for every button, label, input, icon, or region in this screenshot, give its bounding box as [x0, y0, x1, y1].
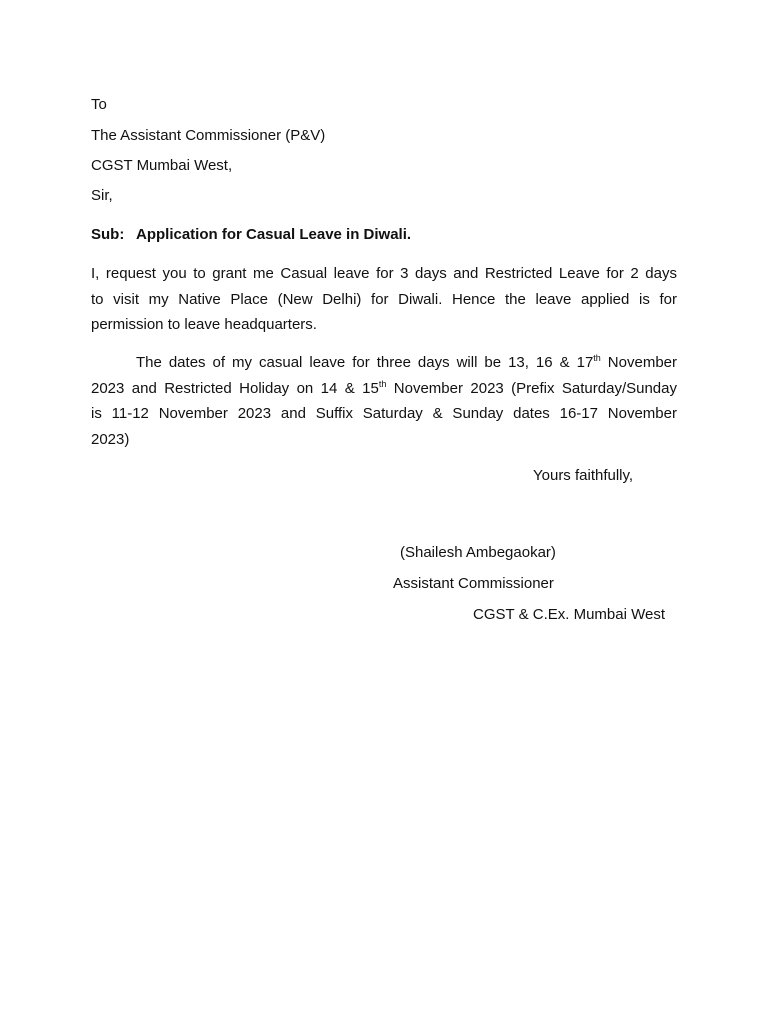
paragraph-line: to visit my Native Place (New Delhi) for Diwali. Hence the leave applied is for: [91, 290, 677, 308]
ordinal-suffix: th: [593, 353, 601, 363]
closing: Yours faithfully,: [533, 467, 634, 484]
paragraph-line: [91, 350, 677, 376]
dates-text: The dates of my casual leave for three days will be 13, 16 & 17: [136, 354, 594, 371]
paragraph-line: I, request you to grant me Casual leave for 3 days and Restricted Leave for 2 days: [91, 265, 677, 282]
signatory-office: CGST & C.Ex. Mumbai West: [473, 606, 665, 623]
address-line-recipient: The Assistant Commissioner (P&V): [91, 127, 326, 144]
subject-label: Sub:: [91, 226, 125, 243]
paragraph-line: is 11-12 November 2023 and Suffix Saturday & Sunday dates 16-17 November: [91, 405, 677, 422]
paragraph-line: 2023): [91, 430, 130, 448]
subject-line: [91, 225, 411, 245]
paragraph-line: [91, 376, 677, 402]
address-to: To: [91, 96, 107, 113]
dates-text: November 2023 (Prefix Saturday/Sunday: [386, 379, 677, 397]
paragraph-line: permission to leave headquarters.: [91, 316, 317, 333]
body-paragraph-request: [91, 261, 677, 338]
signatory-title: Assistant Commissioner: [393, 575, 554, 592]
address-line-office: CGST Mumbai West,: [91, 157, 233, 174]
dates-text: 2023 and Restricted Holiday on 14 & 15: [91, 379, 379, 397]
subject-text: Application for Casual Leave in Diwali.: [136, 226, 412, 243]
dates-text: November: [600, 354, 677, 371]
signatory-name: (Shailesh Ambegaokar): [400, 544, 556, 561]
ordinal-suffix: th: [378, 378, 387, 389]
body-paragraph-dates: [91, 350, 677, 452]
salutation: Sir,: [91, 187, 113, 204]
